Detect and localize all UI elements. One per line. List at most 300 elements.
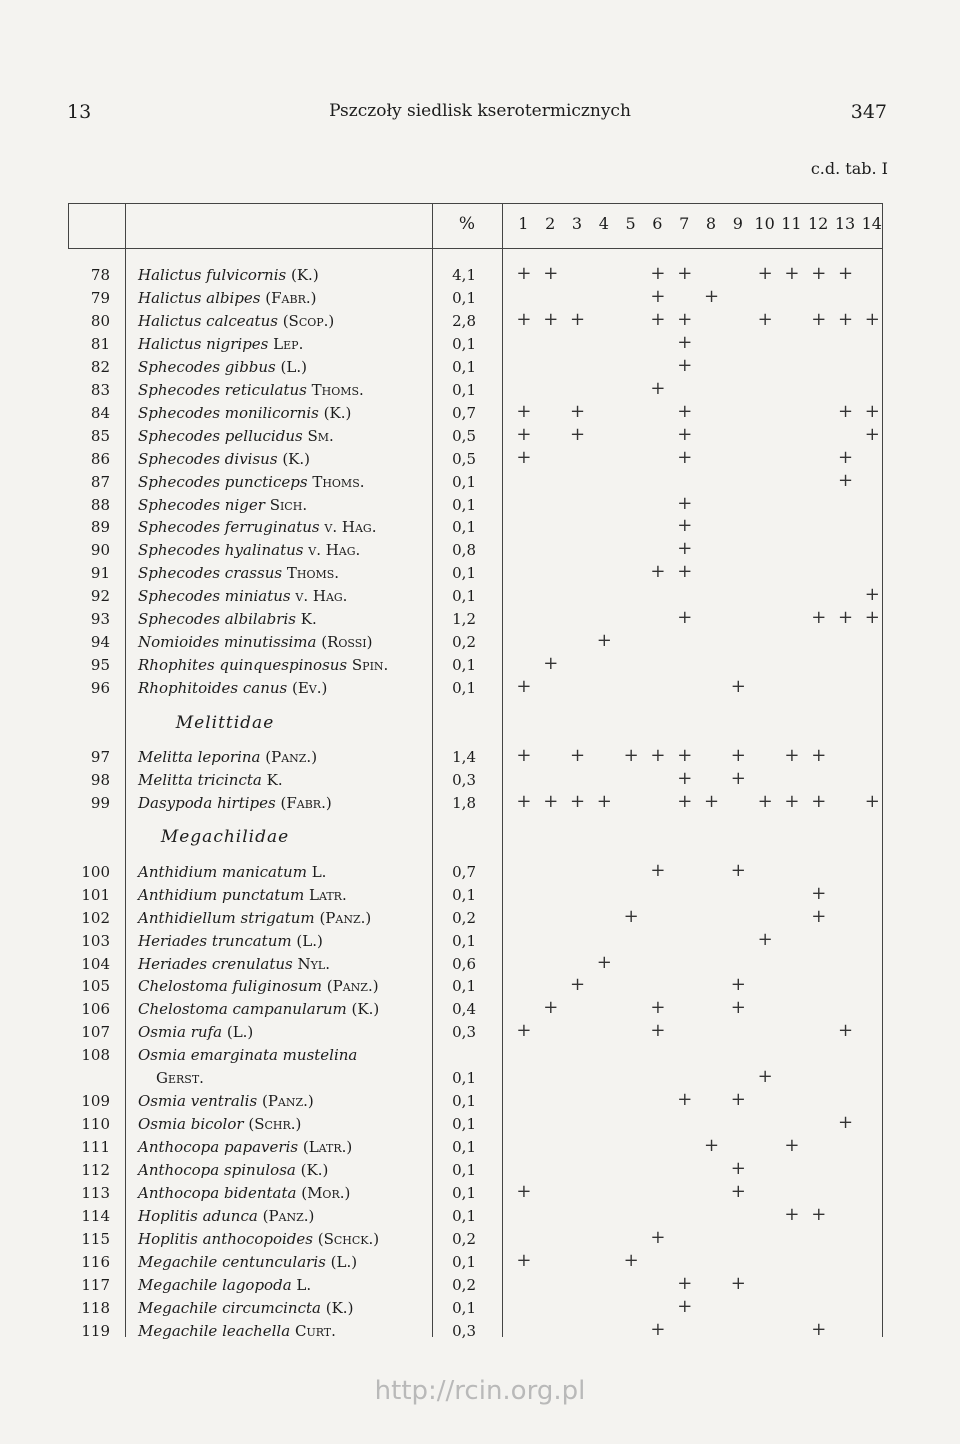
table-continuation-label: c.d. tab. I — [810, 159, 888, 178]
presence-mark-site-2: + — [543, 653, 559, 675]
row-number: 95 — [90, 656, 110, 675]
presence-mark-site-10: + — [757, 1066, 773, 1088]
percent-column-header: % — [458, 214, 476, 234]
presence-mark-site-2: + — [543, 263, 559, 284]
row-number: 109 — [81, 1092, 110, 1111]
presence-mark-site-7: + — [677, 1295, 693, 1317]
species-name — [138, 1207, 314, 1225]
row-number: 99 — [90, 793, 110, 812]
row-number: 110 — [81, 1115, 110, 1134]
row-number: 78 — [90, 266, 110, 284]
row-number: 104 — [81, 954, 110, 973]
species-name — [138, 1299, 353, 1317]
percent-value: 0,2 — [452, 633, 476, 652]
presence-mark-site-13: + — [838, 1112, 854, 1134]
presence-mark-site-1: + — [516, 263, 532, 284]
presence-mark-site-13: + — [838, 263, 854, 284]
column-header-13: 13 — [834, 214, 856, 233]
presence-mark-site-12: + — [811, 1318, 827, 1340]
presence-mark-site-6: + — [650, 285, 666, 307]
percent-value: 0,1 — [452, 518, 476, 537]
presence-mark-site-14: + — [864, 607, 880, 629]
genus-species: Halictus nigripes — [138, 334, 269, 353]
presence-mark-site-5: + — [623, 1249, 639, 1271]
species-name — [138, 633, 373, 651]
presence-mark-site-3: + — [570, 744, 586, 766]
percent-value: 0,1 — [452, 1252, 476, 1271]
presence-mark-site-2: + — [543, 790, 559, 812]
species-name — [138, 1023, 253, 1041]
row-number: 88 — [90, 495, 110, 514]
row-number: 101 — [81, 885, 110, 904]
percent-value: 1,2 — [452, 610, 476, 629]
presence-mark-site-2: + — [543, 997, 559, 1019]
presence-mark-site-7: + — [677, 492, 693, 514]
presence-mark-site-1: + — [516, 400, 532, 422]
species-name — [138, 1253, 357, 1271]
author: v. Hag. — [308, 541, 361, 560]
percent-value: 0,8 — [452, 541, 476, 560]
family-heading: Melittidae — [175, 712, 275, 733]
genus-species: Nomioides minutissima — [138, 633, 317, 652]
species-name — [138, 610, 317, 628]
author: v. Hag. — [324, 518, 377, 537]
percent-value: 0,2 — [452, 1229, 476, 1248]
column-header-5: 5 — [625, 214, 636, 233]
species-name — [138, 358, 307, 376]
percent-value: 0,3 — [452, 1023, 476, 1042]
number-column-rule — [125, 203, 126, 1337]
species-name — [138, 564, 339, 582]
column-header-3: 3 — [571, 214, 583, 233]
watermark: http://rcin.org.pl — [374, 1376, 586, 1406]
species-name — [138, 518, 376, 536]
row-number: 89 — [90, 518, 110, 537]
percent-value: 4,1 — [452, 266, 476, 284]
percent-value: 0,1 — [452, 1092, 476, 1111]
presence-mark-site-10: + — [757, 790, 773, 812]
species-name — [138, 450, 310, 468]
species-name — [138, 909, 371, 927]
presence-mark-site-3: + — [570, 790, 586, 812]
presence-mark-site-12: + — [811, 882, 827, 904]
row-number: 97 — [90, 747, 110, 766]
genus-species: Anthidium manicatum — [138, 862, 307, 881]
column-header-1: 1 — [518, 214, 529, 233]
column-header-4: 4 — [598, 214, 609, 233]
species-name — [138, 1161, 328, 1179]
author: Sich. — [269, 495, 308, 514]
presence-mark-site-1: + — [516, 446, 532, 468]
presence-mark-site-9: + — [730, 974, 746, 996]
species-name — [138, 404, 351, 422]
genus-species: Anthocopa spinulosa — [138, 1161, 296, 1180]
presence-mark-site-12: + — [811, 263, 827, 284]
genus-species: Halictus calceatus — [138, 311, 278, 330]
percent-column-rule — [502, 203, 503, 1337]
presence-mark-site-10: + — [757, 928, 773, 950]
presence-mark-site-14: + — [864, 584, 880, 606]
genus-species: Megachile leachella — [138, 1321, 291, 1340]
genus-species: Anthocopa bidentata — [138, 1184, 297, 1202]
row-number: 86 — [90, 449, 110, 468]
author: (Panz.) — [326, 977, 379, 996]
author: L. — [296, 1275, 312, 1294]
author: (Schr.) — [248, 1115, 302, 1134]
genus-species: Chelostoma campanularum — [138, 1000, 347, 1019]
genus-species: Sphecodes pellucidus — [138, 426, 303, 445]
percent-value: 0,1 — [452, 357, 476, 376]
percent-value: 0,1 — [452, 334, 476, 353]
author: (K.) — [291, 266, 319, 284]
percent-value: 0,1 — [452, 977, 476, 996]
presence-mark-site-7: + — [677, 538, 693, 560]
presence-mark-site-9: + — [730, 744, 746, 766]
genus-species: Halictus fulvicornis — [138, 266, 287, 284]
column-header-7: 7 — [679, 214, 690, 233]
genus-species: Osmia bicolor — [138, 1115, 244, 1134]
presence-mark-site-4: + — [596, 951, 612, 973]
species-name — [138, 1046, 357, 1064]
presence-mark-site-6: + — [650, 1226, 666, 1248]
page-number-left: 13 — [67, 101, 92, 123]
column-header-12: 12 — [808, 214, 829, 233]
row-number: 80 — [90, 311, 110, 330]
presence-mark-site-14: + — [864, 400, 880, 422]
author: (L.) — [330, 1252, 358, 1271]
author: (Mor.) — [301, 1184, 351, 1202]
author: (Fabr.) — [280, 793, 332, 812]
presence-mark-site-12: + — [811, 607, 827, 629]
species-name — [138, 335, 303, 353]
author: (L.) — [226, 1023, 254, 1042]
genus-species: Sphecodes niger — [138, 495, 265, 514]
species-name — [138, 886, 347, 904]
species-name — [138, 771, 283, 789]
percent-value: 0,3 — [452, 770, 476, 789]
row-number: 79 — [90, 288, 110, 307]
presence-mark-site-11: + — [784, 1135, 800, 1157]
author: v. Hag. — [295, 587, 348, 606]
row-number: 96 — [90, 679, 110, 698]
species-column-rule — [432, 203, 433, 1337]
presence-mark-site-7: + — [677, 1272, 693, 1294]
percent-value: 2,8 — [452, 311, 476, 330]
row-number: 118 — [81, 1298, 110, 1317]
percent-value: 0,1 — [452, 885, 476, 904]
row-number: 116 — [81, 1252, 110, 1271]
presence-mark-site-12: + — [811, 744, 827, 766]
author: Thoms. — [312, 472, 365, 491]
author: (K.) — [325, 1298, 354, 1317]
row-number: 114 — [81, 1206, 110, 1225]
author: (L.) — [280, 357, 307, 376]
presence-mark-site-5: + — [623, 744, 639, 766]
presence-mark-site-7: + — [677, 423, 693, 445]
presence-mark-site-9: + — [730, 1089, 746, 1111]
genus-species: Megachile lagopoda — [138, 1275, 292, 1294]
presence-mark-site-13: + — [838, 400, 854, 422]
author: (K.) — [282, 449, 310, 468]
genus-species: Sphecodes albilabris — [138, 610, 296, 629]
genus-species: Sphecodes reticulatus — [138, 380, 307, 399]
species-name — [138, 656, 388, 674]
percent-value: 0,1 — [452, 564, 476, 583]
percent-value: 0,1 — [452, 1184, 476, 1202]
presence-mark-site-4: + — [596, 790, 612, 812]
row-number: 113 — [81, 1184, 110, 1202]
species-name — [138, 1230, 379, 1248]
genus-species: Rhophites quinquespinosus — [138, 656, 348, 675]
percent-value: 0,1 — [452, 587, 476, 606]
genus-species: Chelostoma fuliginosum — [138, 977, 323, 996]
genus-species: Heriades truncatum — [138, 931, 292, 950]
author: L. — [311, 862, 327, 881]
percent-value: 0,1 — [452, 472, 476, 491]
species-name — [138, 679, 327, 697]
column-header-8: 8 — [705, 214, 717, 233]
species-name — [138, 427, 334, 445]
presence-mark-site-8: + — [704, 790, 720, 812]
presence-mark-site-9: + — [730, 1181, 746, 1202]
table-left-rule — [68, 203, 69, 249]
row-number: 92 — [90, 587, 110, 606]
author: (K.) — [300, 1161, 329, 1180]
presence-mark-site-7: + — [677, 446, 693, 468]
author: (K.) — [323, 403, 352, 422]
percent-value: 0,5 — [452, 426, 476, 445]
genus-species: Sphecodes hyalinatus — [138, 541, 304, 560]
presence-mark-site-14: + — [864, 790, 880, 812]
presence-mark-site-12: + — [811, 1203, 827, 1225]
row-number: 94 — [90, 633, 110, 652]
percent-value: 1,8 — [452, 793, 476, 812]
genus-species: Halictus albipes — [138, 288, 261, 307]
author: (Fabr.) — [265, 288, 317, 307]
column-header-11: 11 — [781, 214, 802, 233]
genus-species: Sphecodes crassus — [138, 564, 283, 583]
author: Thoms. — [286, 564, 340, 583]
genus-species: Sphecodes ferruginatus — [138, 518, 320, 537]
genus-species: Hoplitis adunca — [138, 1206, 258, 1225]
presence-mark-site-2: + — [543, 308, 559, 330]
presence-mark-site-1: + — [516, 790, 532, 812]
row-number: 105 — [81, 977, 110, 996]
percent-value: 0,1 — [452, 495, 476, 514]
presence-mark-site-1: + — [516, 1181, 532, 1202]
percent-value: 0,6 — [452, 954, 476, 973]
presence-mark-site-7: + — [677, 1089, 693, 1111]
author: K. — [266, 770, 283, 789]
presence-mark-site-11: + — [784, 263, 800, 284]
percent-value: 0,1 — [452, 1161, 476, 1180]
presence-mark-site-1: + — [516, 423, 532, 445]
author: (Scop.) — [282, 311, 335, 330]
genus-species: Sphecodes divisus — [138, 449, 278, 468]
row-number: 81 — [90, 334, 110, 353]
percent-value: 0,1 — [452, 656, 476, 675]
page-number-right: 347 — [850, 101, 887, 123]
presence-mark-site-14: + — [864, 308, 880, 330]
presence-mark-site-13: + — [838, 469, 854, 491]
genus-species: Sphecodes miniatus — [138, 587, 291, 606]
presence-mark-site-8: + — [704, 285, 720, 307]
presence-mark-site-9: + — [730, 767, 746, 789]
presence-mark-site-3: + — [570, 400, 586, 422]
row-number: 91 — [90, 564, 110, 583]
presence-mark-site-3: + — [570, 423, 586, 445]
percent-value: 0,5 — [452, 449, 476, 468]
author: (Panz.) — [319, 908, 372, 927]
presence-mark-site-7: + — [677, 744, 693, 766]
presence-mark-site-1: + — [516, 744, 532, 766]
presence-mark-site-3: + — [570, 974, 586, 996]
row-number: 98 — [90, 770, 110, 789]
percent-value: 0,1 — [452, 1206, 476, 1225]
percent-value: 0,3 — [452, 1321, 476, 1340]
row-number: 83 — [90, 380, 110, 399]
presence-mark-site-10: + — [757, 263, 773, 284]
species-name — [138, 473, 365, 491]
author: (Panz.) — [261, 1092, 314, 1111]
species-name — [138, 541, 360, 559]
row-number: 108 — [81, 1046, 110, 1065]
percent-value: 0,7 — [452, 403, 476, 422]
presence-mark-site-13: + — [838, 1020, 854, 1042]
percent-value: 0,2 — [452, 908, 476, 927]
column-header-14: 14 — [861, 214, 882, 233]
percent-value: 0,4 — [452, 1000, 476, 1019]
author: Curt. — [294, 1321, 336, 1340]
presence-mark-site-6: + — [650, 561, 666, 583]
genus-species: Melitta tricincta — [138, 770, 262, 789]
presence-mark-site-7: + — [677, 354, 693, 376]
author: (Latr.) — [302, 1138, 353, 1157]
presence-mark-site-4: + — [596, 630, 612, 652]
genus-species: Heriades crenulatus — [138, 954, 293, 973]
column-header-10: 10 — [754, 214, 775, 233]
presence-mark-site-8: + — [704, 1135, 720, 1157]
presence-mark-site-1: + — [516, 1020, 532, 1042]
percent-value: 0,1 — [452, 679, 476, 698]
species-name — [138, 794, 332, 812]
presence-mark-site-13: + — [838, 308, 854, 330]
presence-mark-site-6: + — [650, 1020, 666, 1042]
species-name — [138, 863, 326, 881]
percent-value: 0,2 — [452, 1275, 476, 1294]
genus-species: Sphecodes monilicornis — [138, 403, 319, 422]
author: K. — [300, 610, 317, 629]
presence-mark-site-11: + — [784, 1203, 800, 1225]
row-number: 107 — [81, 1023, 110, 1042]
presence-mark-site-9: + — [730, 1158, 746, 1180]
genus-species: Anthidium punctatum — [138, 885, 305, 904]
genus-species: Osmia rufa — [138, 1023, 223, 1042]
table-right-rule — [882, 203, 883, 1337]
presence-mark-site-7: + — [677, 790, 693, 812]
species-name — [138, 1276, 311, 1294]
presence-mark-site-7: + — [677, 561, 693, 583]
presence-mark-site-6: + — [650, 744, 666, 766]
species-name — [138, 977, 379, 995]
percent-value: 0,1 — [452, 1298, 476, 1317]
author: (K.) — [351, 1000, 380, 1019]
presence-mark-site-14: + — [864, 423, 880, 445]
species-name — [138, 955, 330, 973]
species-name — [138, 1000, 379, 1018]
author: Nyl. — [297, 954, 330, 973]
species-name — [138, 289, 316, 307]
species-name — [138, 1322, 336, 1340]
presence-mark-site-7: + — [677, 607, 693, 629]
row-number: 85 — [90, 426, 110, 445]
row-number: 103 — [81, 931, 110, 950]
author: Gerst. — [156, 1069, 204, 1088]
percent-value: 0,1 — [452, 288, 476, 307]
species-name — [138, 312, 334, 330]
presence-mark-site-6: + — [650, 377, 666, 399]
presence-mark-site-7: + — [677, 308, 693, 330]
presence-mark-site-11: + — [784, 744, 800, 766]
author: Spin. — [351, 656, 389, 675]
presence-mark-site-6: + — [650, 263, 666, 284]
presence-mark-site-1: + — [516, 1249, 532, 1271]
presence-mark-site-3: + — [570, 308, 586, 330]
species-name — [138, 932, 323, 950]
presence-mark-site-1: + — [516, 676, 532, 698]
presence-mark-site-6: + — [650, 308, 666, 330]
column-header-6: 6 — [652, 214, 663, 233]
presence-mark-site-9: + — [730, 1272, 746, 1294]
author: (L.) — [296, 931, 323, 950]
row-number: 106 — [81, 1000, 110, 1019]
presence-mark-site-9: + — [730, 676, 746, 698]
species-name — [138, 748, 317, 766]
presence-mark-site-7: + — [677, 400, 693, 422]
genus-species: Melitta leporina — [138, 747, 261, 766]
percent-value: 1,4 — [452, 747, 476, 766]
genus-species: Megachile centuncularis — [138, 1252, 326, 1271]
author: (Panz.) — [265, 747, 318, 766]
author: Latr. — [309, 885, 347, 904]
row-number: 115 — [81, 1229, 110, 1248]
row-number: 117 — [81, 1275, 110, 1294]
presence-mark-site-12: + — [811, 905, 827, 927]
presence-mark-site-6: + — [650, 997, 666, 1019]
row-number: 93 — [90, 610, 110, 629]
table-top-rule — [68, 203, 882, 204]
presence-mark-site-6: + — [650, 1318, 666, 1340]
row-number: 82 — [90, 357, 110, 376]
presence-mark-site-9: + — [730, 997, 746, 1019]
presence-mark-site-12: + — [811, 790, 827, 812]
presence-mark-site-13: + — [838, 607, 854, 629]
running-title: Pszczoły siedlisk kserotermicznych — [329, 101, 631, 121]
presence-mark-site-7: + — [677, 331, 693, 353]
percent-value: 0,1 — [452, 380, 476, 399]
author: (Rossi) — [321, 633, 373, 652]
presence-mark-site-6: + — [650, 859, 666, 881]
species-name — [138, 381, 364, 399]
header-bottom-rule — [68, 248, 882, 249]
genus-species: Dasypoda hirtipes — [138, 793, 276, 812]
genus-species: Anthocopa papaveris — [138, 1138, 299, 1157]
author: (Panz.) — [262, 1206, 315, 1225]
presence-mark-site-7: + — [677, 263, 693, 284]
species-name — [138, 266, 319, 284]
author: (Schck.) — [317, 1229, 380, 1248]
presence-mark-site-11: + — [784, 790, 800, 812]
